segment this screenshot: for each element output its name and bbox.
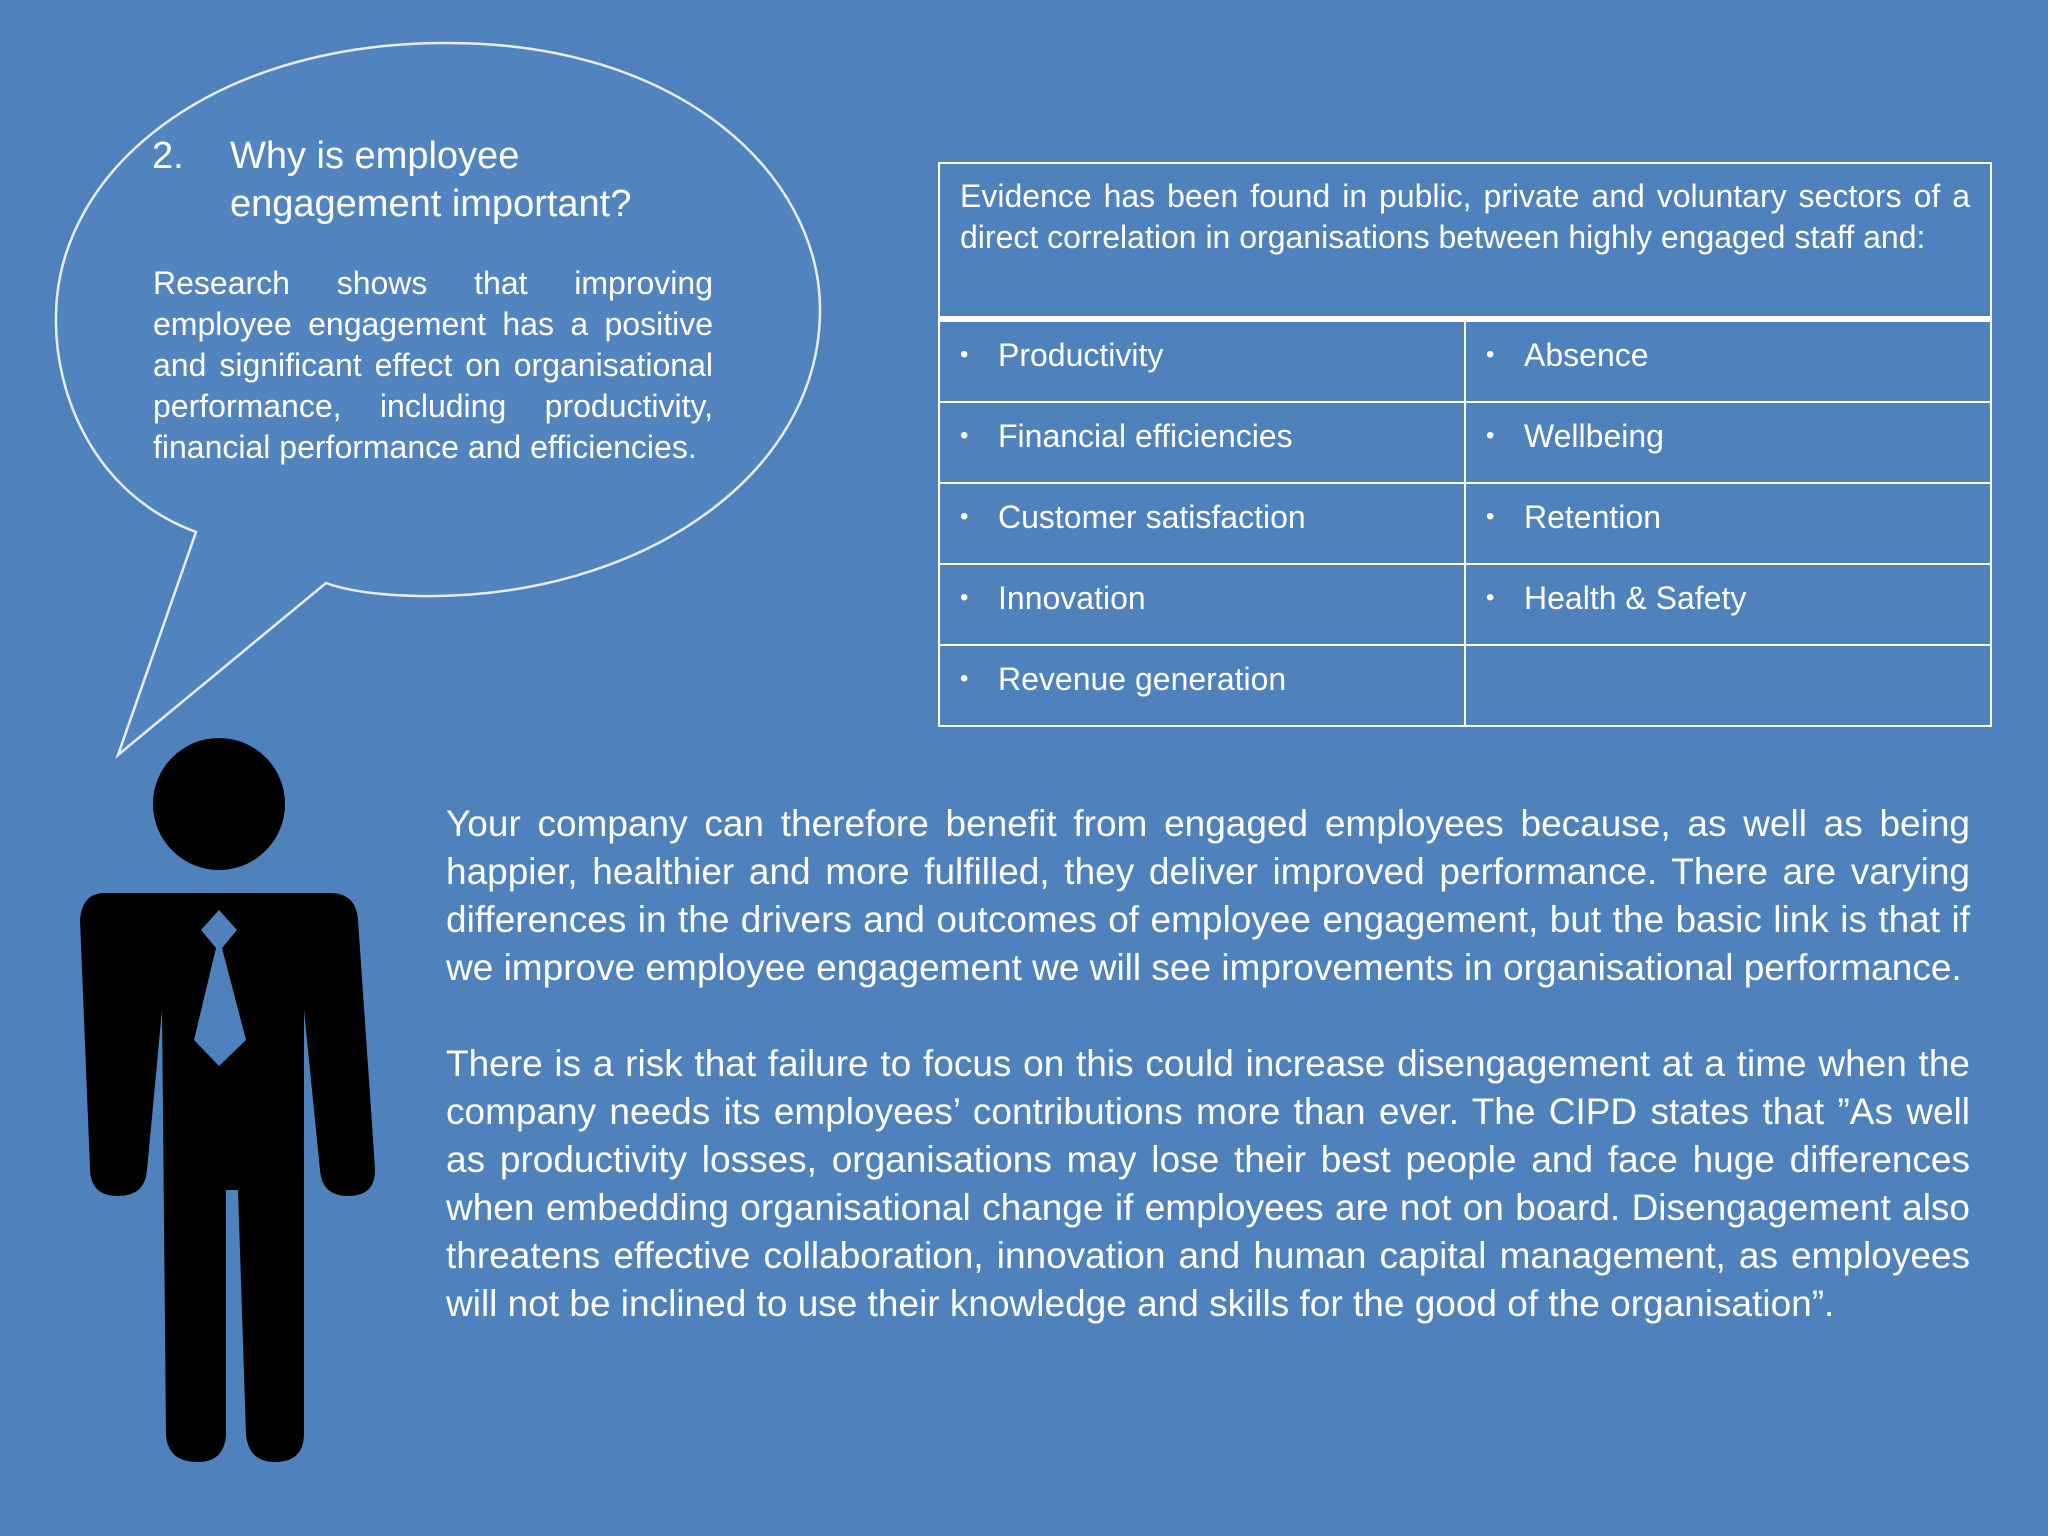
bullet-icon: • — [1486, 422, 1495, 449]
evidence-header-text: Evidence has been found in public, private and voluntary sectors of a direct correlation in organisations between highly engaged staff and: — [939, 163, 1991, 319]
main-paragraph-1: Your company can therefore benefit from engaged employees because, as well as being happier, healthier and more fulfilled, they deliver improved performance. There are varying differences in the drivers and outcomes of employee engagement, but the basic link is that if we improve employee engagement we will see improvements in organisational performance. — [446, 803, 1970, 988]
bullet-icon: • — [1486, 503, 1495, 530]
bullet-icon: • — [1486, 584, 1495, 611]
bullet-icon: • — [960, 584, 969, 611]
bullet-icon: • — [960, 503, 969, 530]
cell-text: Productivity — [998, 337, 1164, 373]
bubble-body-text: Research shows that improving employee engagement has a positive and significant effect on organisational performance, including productivity, financial performance and efficiencies. — [153, 265, 713, 465]
bullet-icon: • — [1486, 341, 1495, 368]
bullet-icon: • — [960, 341, 969, 368]
cell-text: Retention — [1524, 499, 1661, 535]
cell-text: Financial efficiencies — [998, 418, 1293, 454]
bullet-icon: • — [960, 665, 969, 692]
bubble-heading-number: 2. — [152, 135, 184, 177]
cell-text: Revenue generation — [998, 661, 1287, 697]
cell-text: Health & Safety — [1524, 580, 1747, 616]
cell-text: Innovation — [998, 580, 1146, 616]
bubble-heading-text: Why is employee engagement important? — [230, 135, 632, 225]
main-text — [446, 800, 1970, 1376]
cell-text: Wellbeing — [1524, 418, 1664, 454]
cell-text: Absence — [1524, 337, 1649, 373]
main-paragraph-2: There is a risk that failure to focus on this could increase disengagement at a time when the company needs its employees’ contributions more than ever. The CIPD states that ”As well as productivity losses, organisations may lose their best people and face huge differences when embedding organisational change if employees are not on board. Disengagement also threatens effective collaboration, innovation and human capital management, as employees will not be inclined to use their knowledge and skills for the good of the organisation”. — [446, 1043, 1970, 1324]
bullet-icon: • — [960, 422, 969, 449]
cell-text: Customer satisfaction — [998, 499, 1306, 535]
